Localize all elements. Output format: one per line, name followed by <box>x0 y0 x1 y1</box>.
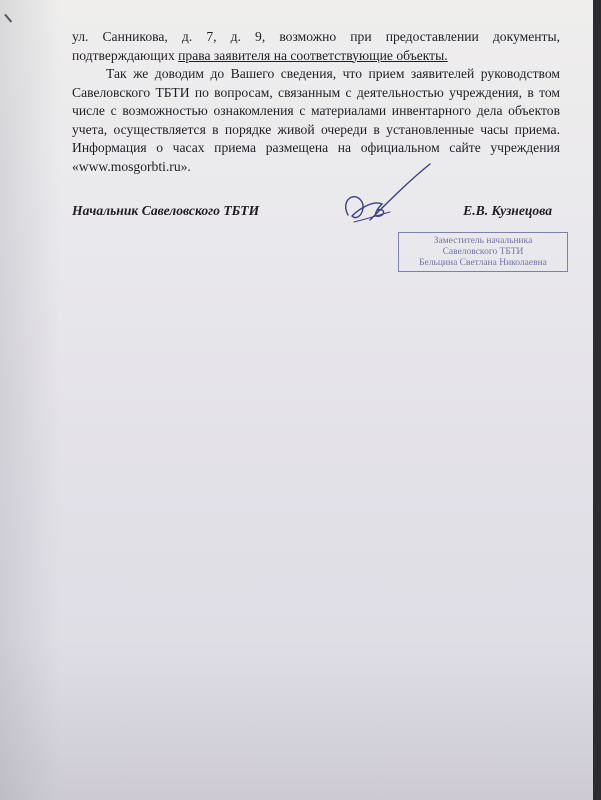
letter-body <box>72 28 560 176</box>
signatory-name: Е.В. Кузнецова <box>463 203 552 218</box>
signature-line <box>72 203 560 225</box>
paragraph-2: Так же доводим до Вашего сведения, что прием заявителей руководством Савеловского ТБТИ по вопросам, связанным с деятельностью учреждения, в том числе с возможностью ознакомления с материалами инвентарного дела объектов учета, осуществляется в порядке живой очереди в установленные часы приема. Информация о часах приема размещена на официальном сайте учреждения «www.mosgorbti.ru». <box>72 66 560 174</box>
handwritten-signature-icon <box>330 160 440 240</box>
paragraph-1-underlined-text: права заявителя на соответствующие объекты. <box>178 47 448 63</box>
stamp-line-3: Бельцина Светлана Николаевна <box>419 258 547 268</box>
page-edge-dark <box>593 0 601 800</box>
stamp-line-1: Заместитель начальника <box>433 236 533 246</box>
paragraph-1-text: ул. Санникова, д. 7, д. 9, возможно при предоставлении документы, подтверждающих <box>72 29 560 63</box>
signatory-title: Начальник Савеловского ТБТИ <box>72 203 260 218</box>
page-shadow-bottom <box>0 640 601 800</box>
stamp-line-2: Савеловского ТБТИ <box>442 247 524 257</box>
approval-stamp <box>398 232 568 272</box>
paragraph-1 <box>72 28 560 65</box>
